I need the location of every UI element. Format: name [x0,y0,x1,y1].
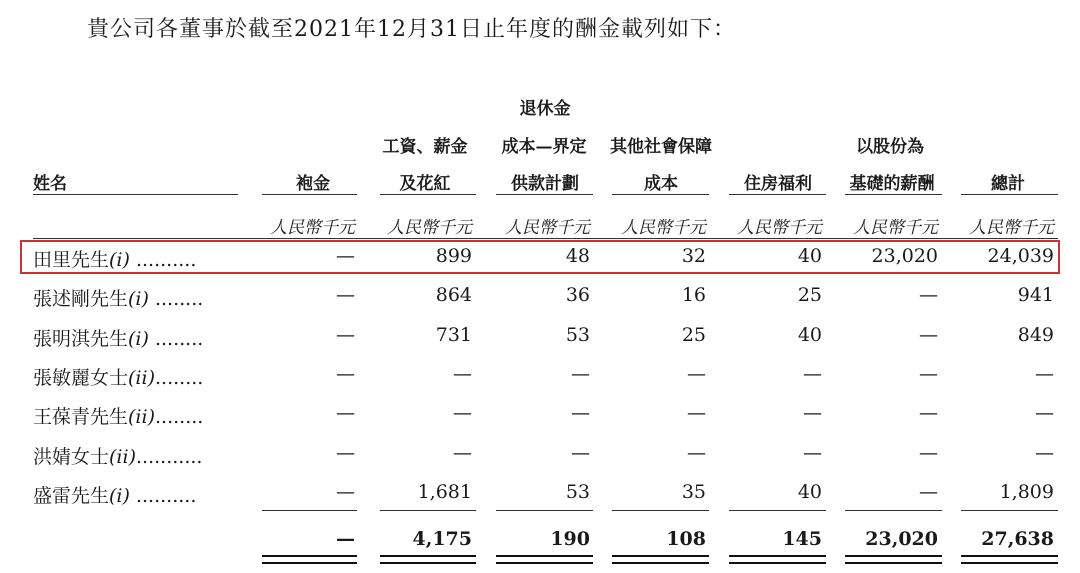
cell-total: 849 [1017,323,1054,346]
cell-social: 16 [681,284,706,307]
director-name: 盛雷先生 [33,484,110,507]
header-rule-fees [262,194,357,195]
header-salary-line1: 工資、薪金 [382,137,468,157]
header-rule-name [33,194,238,195]
cell-share: — [919,480,938,503]
cell-total: 941 [1017,284,1054,307]
double-rule-fees [262,555,357,564]
director-note: (i) [109,249,130,271]
unit-salary: 人民幣千元 [387,218,472,238]
header-fees: 袍金 [296,174,330,194]
double-rule-housing [729,555,826,564]
header-pension-line1: 退休金 [519,99,571,119]
leader-dots: ........ [148,288,204,311]
cell-social: — [687,362,706,385]
cell-salary: 731 [435,323,472,346]
cell-housing: — [803,441,822,464]
director-name: 張述剛先生 [33,288,129,311]
cell-pension: — [571,441,590,464]
cell-salary: 1,681 [417,480,472,503]
cell-salary: 864 [435,284,472,307]
header-total: 總計 [991,174,1025,194]
total-share: 23,020 [865,528,938,550]
director-note: (i) [128,327,149,350]
header-share-line2: 基礎的薪酬 [849,174,935,194]
cell-pension: 48 [565,245,590,267]
cell-housing: 25 [797,284,822,307]
double-rule-social [612,555,709,564]
cell-share: — [919,402,938,425]
cell-pension: — [571,362,590,385]
row-name [33,284,203,311]
cell-fees: — [336,441,355,464]
row-name [33,324,203,351]
header-pension-line3: 供款計劃 [511,174,579,194]
unit-total: 人民幣千元 [969,218,1054,238]
header-name: 姓名 [33,174,67,194]
unit-share: 人民幣千元 [853,218,938,238]
double-rule-salary [380,555,476,564]
cell-share: — [919,284,938,307]
cell-fees: — [336,362,355,385]
cell-social: 32 [681,245,706,267]
cell-salary: — [453,362,472,385]
double-rule-total [961,555,1058,564]
total-housing: 145 [782,528,822,550]
intro-text: 貴公司各董事於截至2021年12月31日止年度的酬金載列如下： [87,17,736,42]
cell-housing: — [803,362,822,385]
cell-fees: — [336,323,355,346]
leader-dots: ........... [136,445,203,468]
header-pension-line2: 成本—界定 [501,137,587,157]
director-note: (ii) [128,406,155,429]
cell-salary: — [453,402,472,425]
director-name: 王葆青先生 [33,406,129,429]
total-social: 108 [666,528,706,550]
cell-social: — [687,402,706,425]
cell-share: — [919,362,938,385]
leader-dots: .......... [129,484,197,507]
cell-total: 1,809 [999,480,1054,503]
cell-total: — [1035,441,1054,464]
director-note: (ii) [128,366,155,389]
row-name [33,245,196,272]
cell-pension: 53 [565,480,590,503]
unit-housing: 人民幣千元 [737,218,822,238]
cell-fees: — [336,284,355,307]
subtotal-rule-housing [729,510,826,511]
cell-fees: — [336,480,355,503]
unit-fees: 人民幣千元 [270,218,355,238]
unit-social: 人民幣千元 [621,218,706,238]
cell-share: — [919,441,938,464]
cell-housing: 40 [797,245,822,267]
double-rule-share [845,555,942,564]
header-share-line1: 以股份為 [856,137,924,157]
cell-salary: 899 [435,245,472,267]
leader-dots: ........ [155,406,204,429]
row-name [33,481,196,508]
director-name: 田里先生 [33,249,110,271]
row-name [33,402,203,429]
cell-housing: 40 [797,480,822,503]
header-salary-line2: 及花紅 [399,174,451,194]
total-grand: 27,638 [981,528,1054,550]
unit-pension: 人民幣千元 [505,218,590,238]
header-rule-share [845,194,942,195]
cell-fees: — [336,402,355,425]
subtotal-rule-salary [380,510,476,511]
header-rule-total [961,194,1058,195]
header-rule-housing [729,194,826,195]
cell-pension: — [571,402,590,425]
header-housing: 住房福利 [744,174,812,194]
total-fees: — [336,528,355,550]
leader-dots: ........ [148,327,204,350]
director-name: 張明淇先生 [33,327,129,350]
total-pension: 190 [550,528,590,550]
header-social-line1: 其他社會保障 [610,137,712,157]
cell-total: 24,039 [987,245,1054,267]
director-note: (i) [128,288,149,311]
leader-dots: .......... [129,249,197,271]
cell-share: 23,020 [871,245,938,267]
director-note: (i) [109,484,130,507]
leader-dots: ........ [155,366,204,389]
cell-share: — [919,323,938,346]
row-name [33,442,202,469]
header-rule-salary [380,194,476,195]
subtotal-rule-pension [496,510,593,511]
unit-rule [33,238,1058,239]
cell-social: — [687,441,706,464]
header-rule-pension [496,194,593,195]
cell-salary: — [453,441,472,464]
cell-social: 35 [681,480,706,503]
director-note: (ii) [109,445,136,468]
subtotal-rule-total [961,510,1058,511]
cell-total: — [1035,362,1054,385]
double-rule-pension [496,555,593,564]
director-name: 洪婧女士 [33,445,110,468]
cell-housing: — [803,402,822,425]
cell-social: 25 [681,323,706,346]
subtotal-rule-social [612,510,709,511]
cell-pension: 36 [565,284,590,307]
cell-fees: — [336,245,355,267]
cell-total: — [1035,402,1054,425]
subtotal-rule-share [845,510,942,511]
director-name: 張敏麗女士 [33,366,129,389]
subtotal-rule-fees [262,510,357,511]
header-social-line2: 成本 [644,174,678,194]
row-name [33,363,203,390]
cell-housing: 40 [797,323,822,346]
cell-pension: 53 [565,323,590,346]
header-rule-social [612,194,709,195]
total-salary: 4,175 [412,528,472,550]
